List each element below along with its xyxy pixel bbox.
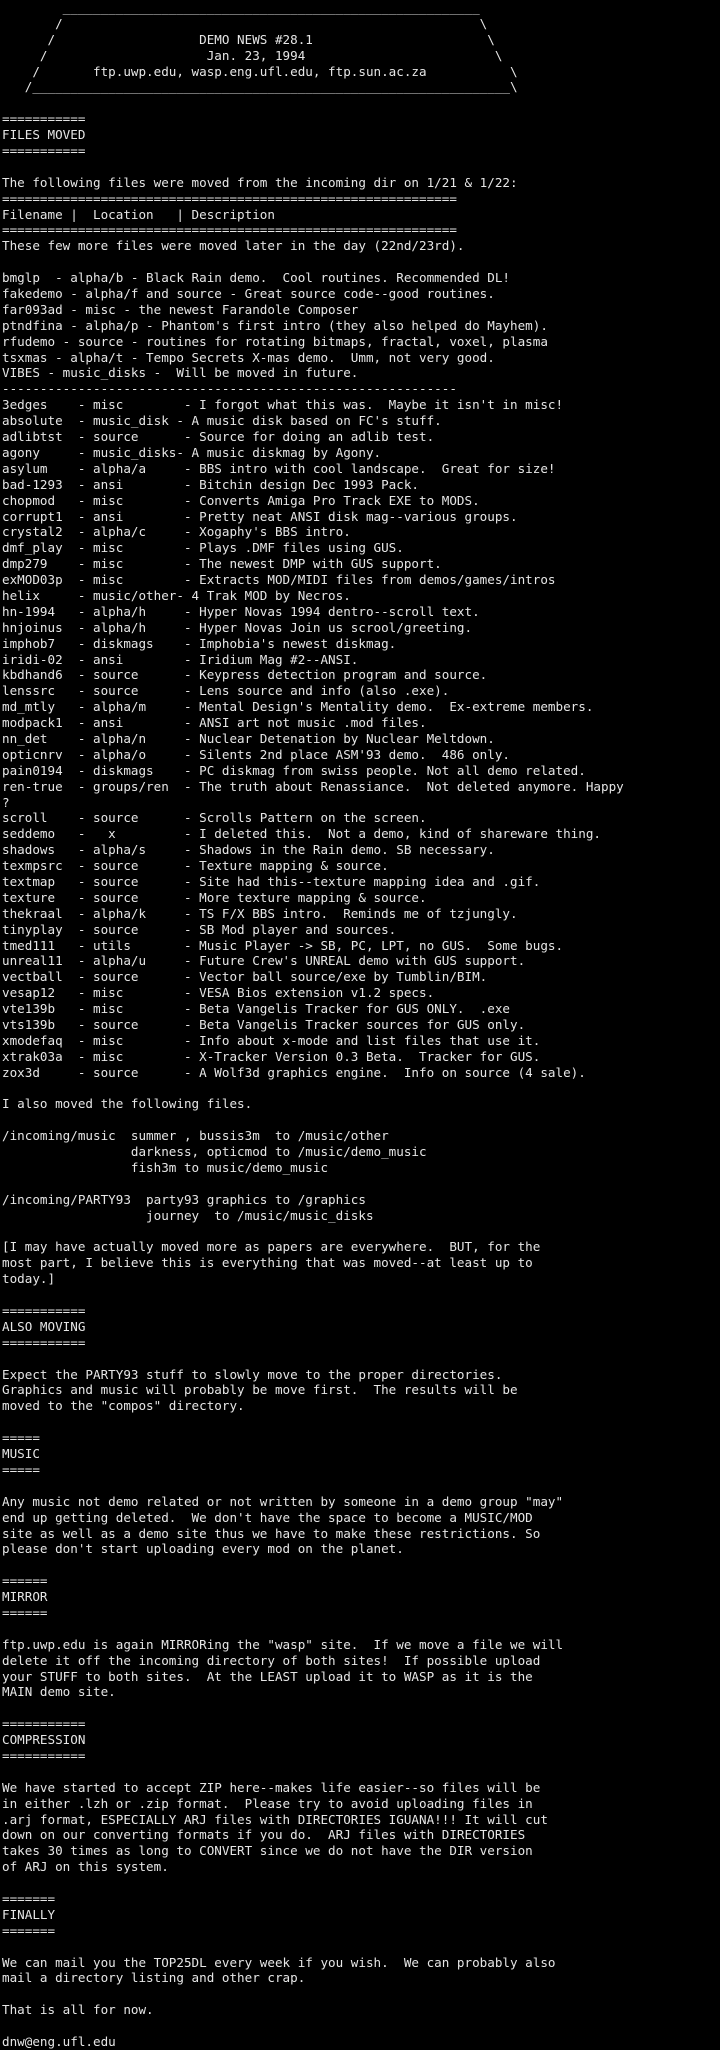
document-line: [2, 1112, 720, 1128]
document-line: ===========: [2, 1303, 86, 1319]
document-line: / \: [2, 15, 488, 31]
document-line: in either .lzh or .zip format. Please try to avoid uploading files in: [2, 1795, 533, 1811]
document-line: dmf_play - misc - Plays .DMF files using GUS.: [2, 540, 404, 556]
document-line: ptndfina - alpha/p - Phantom's first intro (they also helped do Mayhem).: [2, 317, 548, 333]
document-line: hn-1994 - alpha/h - Hyper Novas 1994 dentro--scroll text.: [2, 603, 480, 619]
document-line: fish3m to music/demo_music: [2, 1160, 329, 1176]
document-line: xmodefaq - misc - Info about x-mode and list files that use it.: [2, 1032, 541, 1048]
document-line: far093ad - misc - the newest Farandole Composer: [2, 301, 359, 317]
document-line: tsxmas - alpha/t - Tempo Secrets X-mas demo. Umm, not very good.: [2, 349, 495, 365]
document-line: crystal2 - alpha/c - Xogaphy's BBS intro.: [2, 524, 351, 540]
document-line: Filename | Location | Description: [2, 206, 275, 222]
document-line: ALSO MOVING: [2, 1318, 86, 1334]
document-line: /_______________________________________________________________\: [2, 79, 518, 95]
document-line: ============================================================: [2, 190, 457, 206]
document-line: [2, 254, 720, 270]
document-line: ======: [2, 1573, 48, 1589]
document-line: [2, 1986, 720, 2002]
document-line: kbdhand6 - source - Keypress detection program and source.: [2, 667, 488, 683]
document-line: xtrak03a - misc - X-Tracker Version 0.3 Beta. Tracker for GUS.: [2, 1048, 541, 1064]
document-line: imphob7 - diskmags - Imphobia's newest diskmag.: [2, 635, 397, 651]
document-line: vesap12 - misc - VESA Bios extension v1.2 specs.: [2, 985, 435, 1001]
document-line: nn_det - alpha/n - Nuclear Detenation by Nuclear Meltdown.: [2, 730, 495, 746]
document-line: shadows - alpha/s - Shadows in the Rain demo. SB necessary.: [2, 842, 495, 858]
document-line: iridi-02 - ansi - Iridium Mag #2--ANSI.: [2, 651, 359, 667]
document-line: opticnrv - alpha/o - Silents 2nd place ASM'93 demo. 486 only.: [2, 746, 510, 762]
document-line: Any music not demo related or not written by someone in a demo group "may": [2, 1493, 564, 1509]
document-line: Expect the PARTY93 stuff to slowly move to the proper directories.: [2, 1366, 503, 1382]
document-line: / DEMO NEWS #28.1 \: [2, 31, 495, 47]
document-line: MIRROR: [2, 1589, 48, 1605]
document-line: [2, 1621, 720, 1637]
document-line: bmglp - alpha/b - Black Rain demo. Cool routines. Recommended DL!: [2, 270, 510, 286]
document-line: [2, 1287, 720, 1303]
document-line: [2, 1764, 720, 1780]
document-line: [2, 1557, 720, 1573]
document-line: absolute - music_disk - A music disk based on FC's stuff.: [2, 413, 442, 429]
document-line: ===========: [2, 1334, 86, 1350]
document-line: mail a directory listing and other crap.: [2, 1970, 306, 1986]
document-line: please don't start uploading every mod on the planet.: [2, 1541, 404, 1557]
document-line: FINALLY: [2, 1906, 56, 1922]
document-line: hnjoinus - alpha/h - Hyper Novas Join us scrool/greeting.: [2, 619, 473, 635]
document-line: /incoming/music summer , bussis3m to /music/other: [2, 1128, 389, 1144]
document-line: darkness, opticmod to /music/demo_music: [2, 1144, 427, 1160]
document-line: 3edges - misc - I forgot what this was. Maybe it isn't in misc!: [2, 397, 564, 413]
document-line: I also moved the following files.: [2, 1096, 253, 1112]
document-line: COMPRESSION: [2, 1732, 86, 1748]
document-line: ?: [2, 794, 10, 810]
document-line: ftp.uwp.edu is again MIRRORing the "wasp" site. If we move a file we will: [2, 1636, 564, 1652]
document-line: .arj format, ESPECIALLY ARJ files with DIRECTORIES IGUANA!!! It will cut: [2, 1811, 548, 1827]
document-line: =======: [2, 1922, 56, 1938]
document-line: We have started to accept ZIP here--makes life easier--so files will be: [2, 1779, 541, 1795]
document-line: [2, 1875, 720, 1891]
document-line: journey to /music/music_disks: [2, 1207, 374, 1223]
document-line: [2, 1700, 720, 1716]
document-line: dmp279 - misc - The newest DMP with GUS support.: [2, 556, 442, 572]
document-line: thekraal - alpha/k - TS F/X BBS intro. Reminds me of tzjungly.: [2, 905, 518, 921]
document-line: =====: [2, 1461, 40, 1477]
document-line: fakedemo - alpha/f and source - Great source code--good routines.: [2, 286, 495, 302]
document-line: That is all for now.: [2, 2002, 154, 2018]
document-line: site as well as a demo site thus we have to make these restrictions. So: [2, 1525, 541, 1541]
document-line: today.]: [2, 1271, 56, 1287]
document-line: vte139b - misc - Beta Vangelis Tracker for GUS ONLY. .exe: [2, 1001, 510, 1017]
document-line: end up getting deleted. We don't have the space to become a MUSIC/MOD: [2, 1509, 533, 1525]
document-line: MAIN demo site.: [2, 1684, 116, 1700]
document-line: bad-1293 - ansi - Bitchin design Dec 1993 Pack.: [2, 476, 420, 492]
document-line: dnw@eng.ufl.edu: [2, 2034, 116, 2049]
document-line: of ARJ on this system.: [2, 1859, 169, 1875]
document-line: adlibtst - source - Source for doing an adlib test.: [2, 429, 435, 445]
document-line: agony - music_disks- A music diskmag by Agony.: [2, 444, 382, 460]
document-line: /incoming/PARTY93 party93 graphics to /graphics: [2, 1191, 366, 1207]
document-line: takes 30 times as long to CONVERT since we do not have the DIR version: [2, 1843, 533, 1859]
document-line: your STUFF to both sites. At the LEAST upload it to WASP as it is the: [2, 1668, 533, 1684]
document-line: ren-true - groups/ren - The truth about Renassiance. Not deleted anymore. Happy: [2, 778, 624, 794]
document-line: texmpsrc - source - Texture mapping & source.: [2, 858, 389, 874]
document-line: asylum - alpha/a - BBS intro with cool landscape. Great for size!: [2, 460, 556, 476]
document-line: [2, 1176, 720, 1192]
document-line: VIBES - music_disks - Will be moved in future.: [2, 365, 359, 381]
document-line: unreal11 - alpha/u - Future Crew's UNREAL demo with GUS support.: [2, 953, 526, 969]
document-line: ------------------------------------------------------------: [2, 381, 457, 397]
document-line: moved to the "compos" directory.: [2, 1398, 245, 1414]
document-line: ============================================================: [2, 222, 457, 238]
document-line: [2, 159, 720, 175]
document-line: tinyplay - source - SB Mod player and sources.: [2, 921, 397, 937]
document-line: [2, 1478, 720, 1494]
document-line: ===========: [2, 111, 86, 127]
document-line: chopmod - misc - Converts Amiga Pro Track EXE to MODS.: [2, 492, 480, 508]
document-line: [2, 1939, 720, 1955]
document-line: textmap - source - Site had this--texture mapping idea and .gif.: [2, 873, 541, 889]
document-line: / Jan. 23, 1994 \: [2, 47, 503, 63]
document-line: vts139b - source - Beta Vangelis Tracker sources for GUS only.: [2, 1017, 526, 1032]
document-line: _______________________________________________________: [2, 0, 480, 15]
document-line: [2, 2018, 720, 2034]
document-line: exMOD03p - misc - Extracts MOD/MIDI files from demos/games/intros: [2, 572, 556, 588]
document-line: These few more files were moved later in the day (22nd/23rd).: [2, 238, 465, 254]
document-line: modpack1 - ansi - ANSI art not music .mod files.: [2, 715, 427, 731]
document-line: We can mail you the TOP25DL every week if you wish. We can probably also: [2, 1954, 556, 1970]
document-line: =======: [2, 1890, 56, 1906]
document-line: helix - music/other- 4 Trak MOD by Necros.: [2, 587, 351, 603]
document-line: delete it off the incoming directory of both sites! If possible upload: [2, 1652, 541, 1668]
document-line: ===========: [2, 143, 86, 159]
document-line: [2, 1224, 720, 1240]
document-line: Graphics and music will probably be move first. The results will be: [2, 1382, 518, 1398]
document-line: corrupt1 - ansi - Pretty neat ANSI disk mag--various groups.: [2, 508, 518, 524]
document-line: rfudemo - source - routines for rotating bitmaps, fractal, voxel, plasma: [2, 333, 548, 349]
document-line: ===========: [2, 1747, 86, 1763]
document-line: The following files were moved from the incoming dir on 1/21 & 1/22:: [2, 174, 518, 190]
document-line: =====: [2, 1430, 40, 1446]
document-line: [2, 1351, 720, 1367]
document-line: lenssrc - source - Lens source and info (also .exe).: [2, 683, 450, 699]
document-line: scroll - source - Scrolls Pattern on the screen.: [2, 810, 427, 826]
document-line: ===========: [2, 1716, 86, 1732]
document-line: vectball - source - Vector ball source/exe by Tumblin/BIM.: [2, 969, 488, 985]
document-line: [2, 1414, 720, 1430]
document-line: [2, 1081, 720, 1097]
document-line: FILES MOVED: [2, 127, 86, 143]
document-line: zox3d - source - A Wolf3d graphics engine. Info on source (4 sale).: [2, 1064, 586, 1080]
document-line: md_mtly - alpha/m - Mental Design's Mentality demo. Ex-extreme members.: [2, 699, 594, 715]
document-line: seddemo - x - I deleted this. Not a demo, kind of shareware thing.: [2, 826, 601, 842]
document-line: [I may have actually moved more as papers are everywhere. BUT, for the: [2, 1239, 541, 1255]
document-line: pain0194 - diskmags - PC diskmag from swiss people. Not all demo related.: [2, 762, 586, 778]
document-line: / ftp.uwp.edu, wasp.eng.ufl.edu, ftp.sun.ac.za \: [2, 63, 518, 79]
document-line: down on our converting formats if you do. ARJ files with DIRECTORIES: [2, 1827, 526, 1843]
document-line: [2, 95, 720, 111]
document-line: ======: [2, 1604, 48, 1620]
document-line: MUSIC: [2, 1446, 40, 1462]
document-line: most part, I believe this is everything that was moved--at least up to: [2, 1255, 533, 1271]
document-line: tmed111 - utils - Music Player -> SB, PC, LPT, no GUS. Some bugs.: [2, 937, 564, 953]
document-line: texture - source - More texture mapping & source.: [2, 889, 427, 905]
